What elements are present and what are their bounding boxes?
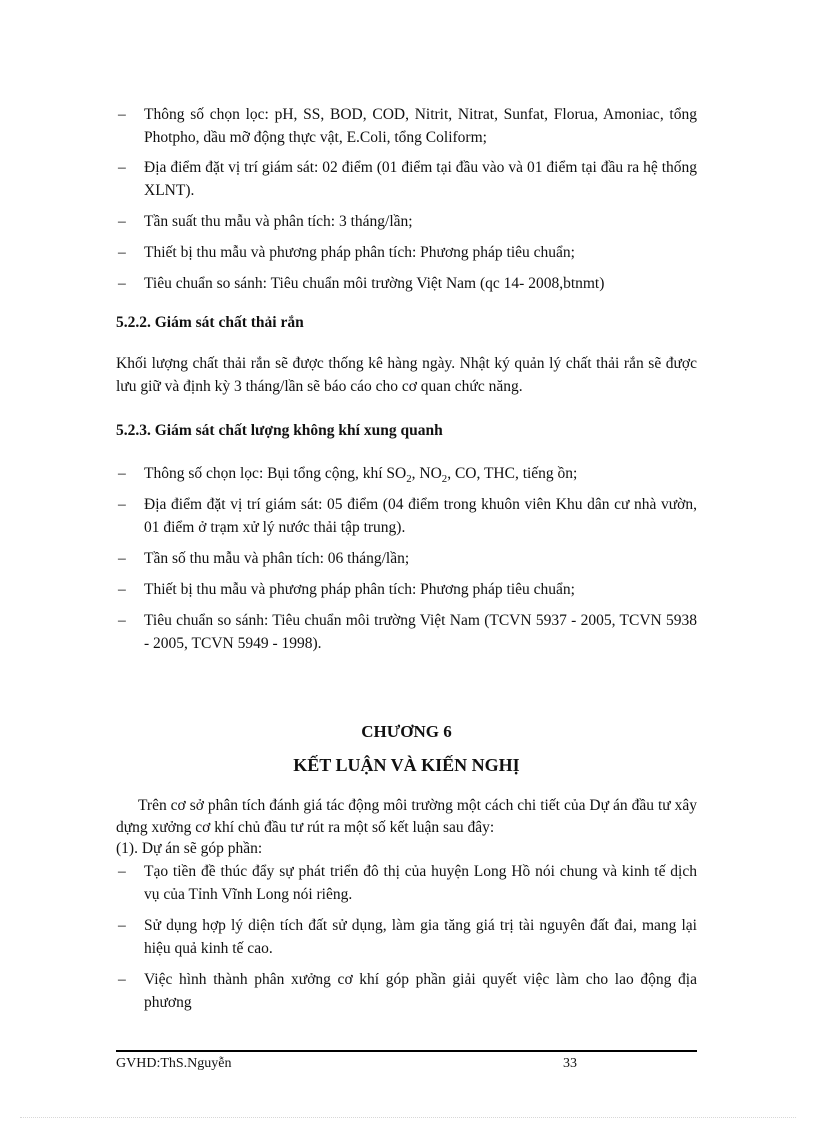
section-heading-523: 5.2.3. Giám sát chất lượng không khí xung quanh <box>116 422 443 439</box>
list-item <box>116 493 697 539</box>
list-item <box>116 241 697 264</box>
dash-bullet: – <box>118 244 126 261</box>
section-522-body <box>116 352 697 398</box>
dash-bullet: – <box>118 581 126 598</box>
page-number: 33 <box>563 1056 577 1071</box>
paragraph: Khối lượng chất thải rắn sẽ được thống kê hàng ngày. Nhật ký quản lý chất thải rắn sẽ được lưu giữ và định kỳ 3 tháng/lần sẽ báo cáo cho cơ quan chức năng. <box>116 355 697 395</box>
list-item <box>116 272 697 295</box>
list-item <box>116 914 697 960</box>
list-item-text: Thiết bị thu mẫu và phương pháp phân tích: Phương pháp tiêu chuẩn; <box>144 581 575 598</box>
list-item-text: Sử dụng hợp lý diện tích đất sử dụng, làm gia tăng giá trị tài nguyên đất đai, mang lại hiệu quả kinh tế cao. <box>144 917 697 957</box>
list-item-text: Tần số thu mẫu và phân tích: 06 tháng/lần; <box>144 550 410 567</box>
list-item <box>116 462 697 485</box>
list-item-text: Thông số chọn lọc: pH, SS, BOD, COD, Nitrit, Nitrat, Sunfat, Florua, Amoniac, tổng Photpho, dầu mỡ động thực vật, E.Coli, tổng Coliform; <box>144 106 697 146</box>
chapter-title: KẾT LUẬN VÀ KIẾN NGHỊ <box>293 755 520 775</box>
list-item <box>116 860 697 906</box>
dash-bullet: – <box>118 275 126 292</box>
dash-bullet: – <box>118 550 126 567</box>
list-item <box>116 210 697 233</box>
dash-bullet: – <box>118 917 126 934</box>
list-item-text: Thiết bị thu mẫu và phương pháp phân tích: Phương pháp tiêu chuẩn; <box>144 244 575 261</box>
monitoring-air-list <box>116 462 697 655</box>
dash-bullet: – <box>118 971 126 988</box>
page-edge-divider <box>20 1117 796 1118</box>
list-item-text: Thông số chọn lọc: Bụi tổng cộng, khí $SO_2$, $NO_2$, CO, THC, tiếng ồn; <box>144 465 578 486</box>
list-item <box>116 156 697 202</box>
footer-rule <box>116 1050 697 1052</box>
dash-bullet: – <box>118 496 126 513</box>
list-item-text: Địa điểm đặt vị trí giám sát: 05 điểm (04 điểm trong khuôn viên Khu dân cư nhà vườn, 01 điểm ở trạm xử lý nước thải tập trung). <box>144 496 697 536</box>
chapter-sub-intro: (1). Dự án sẽ góp phần: <box>116 840 263 857</box>
dash-bullet: – <box>118 612 126 629</box>
chapter-number: CHƯƠNG 6 <box>361 722 452 741</box>
list-item-text: Việc hình thành phân xưởng cơ khí góp phần giải quyết việc làm cho lao động địa phương <box>144 971 697 1011</box>
chapter-body <box>116 795 697 1014</box>
dash-bullet: – <box>118 106 126 123</box>
dash-bullet: – <box>118 863 126 880</box>
dash-bullet: – <box>118 159 126 176</box>
list-item-text: Tần suất thu mẫu và phân tích: 3 tháng/lần; <box>144 213 413 230</box>
list-item <box>116 968 697 1014</box>
dash-bullet: – <box>118 465 126 482</box>
list-item <box>116 578 697 601</box>
list-item-text: Địa điểm đặt vị trí giám sát: 02 điểm (01 điểm tại đầu vào và 01 điểm tại đầu ra hệ thống XLNT). <box>144 159 697 199</box>
list-item-text: Tiêu chuẩn so sánh: Tiêu chuẩn môi trường Việt Nam (qc 14- 2008,btnmt) <box>144 275 605 292</box>
section-heading-522: 5.2.2. Giám sát chất thải rắn <box>116 314 304 331</box>
chapter-intro: Trên cơ sở phân tích đánh giá tác động môi trường một cách chi tiết của Dự án đầu tư xây dựng xưởng cơ khí chủ đầu tư rút ra một số kết luận sau đây: <box>116 797 697 836</box>
list-item-text: Tạo tiền đề thúc đẩy sự phát triển đô thị của huyện Long Hồ nói chung và kinh tế dịch vụ của Tỉnh Vĩnh Long nói riêng. <box>144 863 697 903</box>
list-item <box>116 609 697 655</box>
dash-bullet: – <box>118 213 126 230</box>
list-item <box>116 547 697 570</box>
footer-advisor: GVHD:ThS.Nguyễn <box>116 1056 232 1071</box>
list-item-text: Tiêu chuẩn so sánh: Tiêu chuẩn môi trường Việt Nam (TCVN 5937 - 2005, TCVN 5938 - 2005, TCVN 5949 - 1998). <box>144 612 697 652</box>
monitoring-water-list <box>116 103 697 295</box>
list-item <box>116 103 697 149</box>
